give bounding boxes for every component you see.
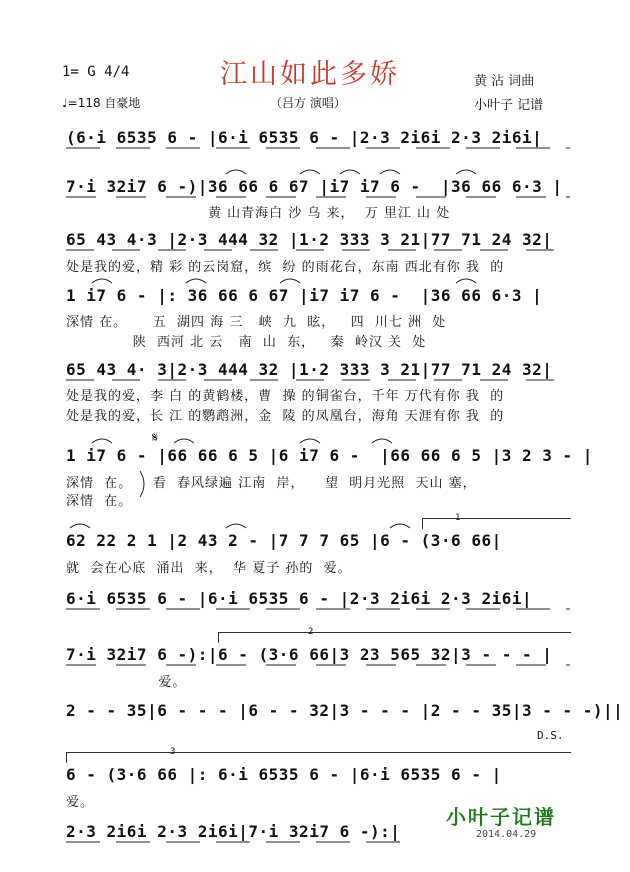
lyric-line-3: 处是我的爱，精 彩 的云岗窟，缤 纷 的雨花台，东南 西北有你 我 的 [66,260,505,275]
brace-mark [140,471,144,497]
slur-mark [226,170,246,174]
slur-mark [186,279,206,283]
key-signature: 1= G 4/4 [62,64,130,80]
volta-3-number: 3 [170,747,176,757]
slur-mark [300,170,320,174]
ds-marking: D.S. [537,729,564,742]
lyric-line-4b: 陕 西河 北 云 南 山 东， 秦 岭汉 关 处 [66,335,427,350]
slur-mark [92,279,112,283]
slur-mark [456,170,476,174]
segno-sign: 𝄋 [152,430,159,446]
lyricist-credit: 黄 沾 词曲 [474,74,535,89]
volta-1-number: 1 [455,513,461,523]
lyric-line-6a: 深情 在。 看 春风绿遍 江南 岸， 望 明月光照 天山 塞， [66,476,477,491]
transcriber-credit: 小叶子 记谱 [474,98,544,113]
slur-mark [456,279,476,283]
volta-2-number: 2 [308,627,314,637]
score-line-8: 6·i 6535 6 - |6·i 6535 6 - |2·3 2i6i 2·3 2i6i| [66,589,533,608]
transcription-date: 2014.04.29 [476,829,537,840]
score-line-5: 65 43 4· 3|2·3 444 32 |1·2 333 3 21|77 71 24 32| [66,360,553,379]
lyric-line-9: 爱。 [66,675,187,690]
score-line-4: 1 i7 6 - |: 36 66 6 67 |i7 i7 6 - |36 66 6·3 | [66,286,543,305]
score-line-3: 65 43 4·3 |2·3 444 32 |1·2 333 3 21|77 71 24 32| [66,230,553,249]
slur-mark [280,279,300,283]
slur-mark [300,439,320,443]
score-line-11: 6 - (3·6 66 |: 6·i 6535 6 - |6·i 6535 6 - | [66,765,502,784]
lyric-line-2: 黄 山青海白 沙 乌 来， 万 里江 山 处 [208,206,451,221]
slur-mark [372,439,392,443]
score-line-10: 2 - - 35|6 - - - |6 - - 32|3 - - - |2 - - 35|3 - - -)|| [66,701,624,720]
slur-mark [340,170,360,174]
score-line-1: (6·i 6535 6 - |6·i 6535 6 - |2·3 2i6i 2·3 2i6i| [66,128,543,147]
lyric-line-11: 爱。 [66,795,95,810]
score-line-2: 7·i 32i7 6 -)|36 66 6 67 |i7 i7 6 - |36 66 6·3 | [66,177,563,196]
slur-mark [390,524,410,528]
lyric-line-7: 就 会在心底 涌出 来， 华 夏子 孙的 爱。 [66,561,352,576]
score-line-12: 2·3 2i6i 2·3 2i6i|7·i 32i7 6 -):| [66,822,401,841]
singer-credit: （吕方 演唱） [270,96,346,110]
tempo-marking: ♩=118 自豪地 [62,96,141,110]
score-line-7: 62 22 2 1 |2 43 2 - |7 7 7 65 |6 - (3·6 66| [66,531,502,550]
lyric-line-4a: 深情 在。 五 湖四 海 三 峡 九 眩， 四 川七 洲 处 [66,315,447,330]
transcriber-stamp: 小叶子记谱 [446,805,556,829]
slur-mark [174,439,194,443]
slur-mark [92,439,112,443]
score-line-9: 7·i 32i7 6 -):|6 - (3·6 66|3 23 565 32|3 - - - | [66,645,553,664]
song-title: 江山如此多娇 [220,59,400,90]
slur-mark [380,170,400,174]
slur-mark [70,524,90,528]
slur-mark [226,524,246,528]
lyric-line-5b: 处是我的爱，长 江 的鹦鹉洲，金 陵 的凤凰台，海角 天涯有你 我 的 [66,409,505,424]
lyric-line-6b: 深情 在。 [66,494,133,509]
score-line-6: 1 i7 6 - |66 66 6 5 |6 i7 6 - |66 66 6 5 |3 2 3 - | [66,446,593,465]
lyric-line-5a: 处是我的爱，李 白 的黄鹤楼，曹 操 的铜雀台，千年 万代有你 我 的 [66,389,505,404]
